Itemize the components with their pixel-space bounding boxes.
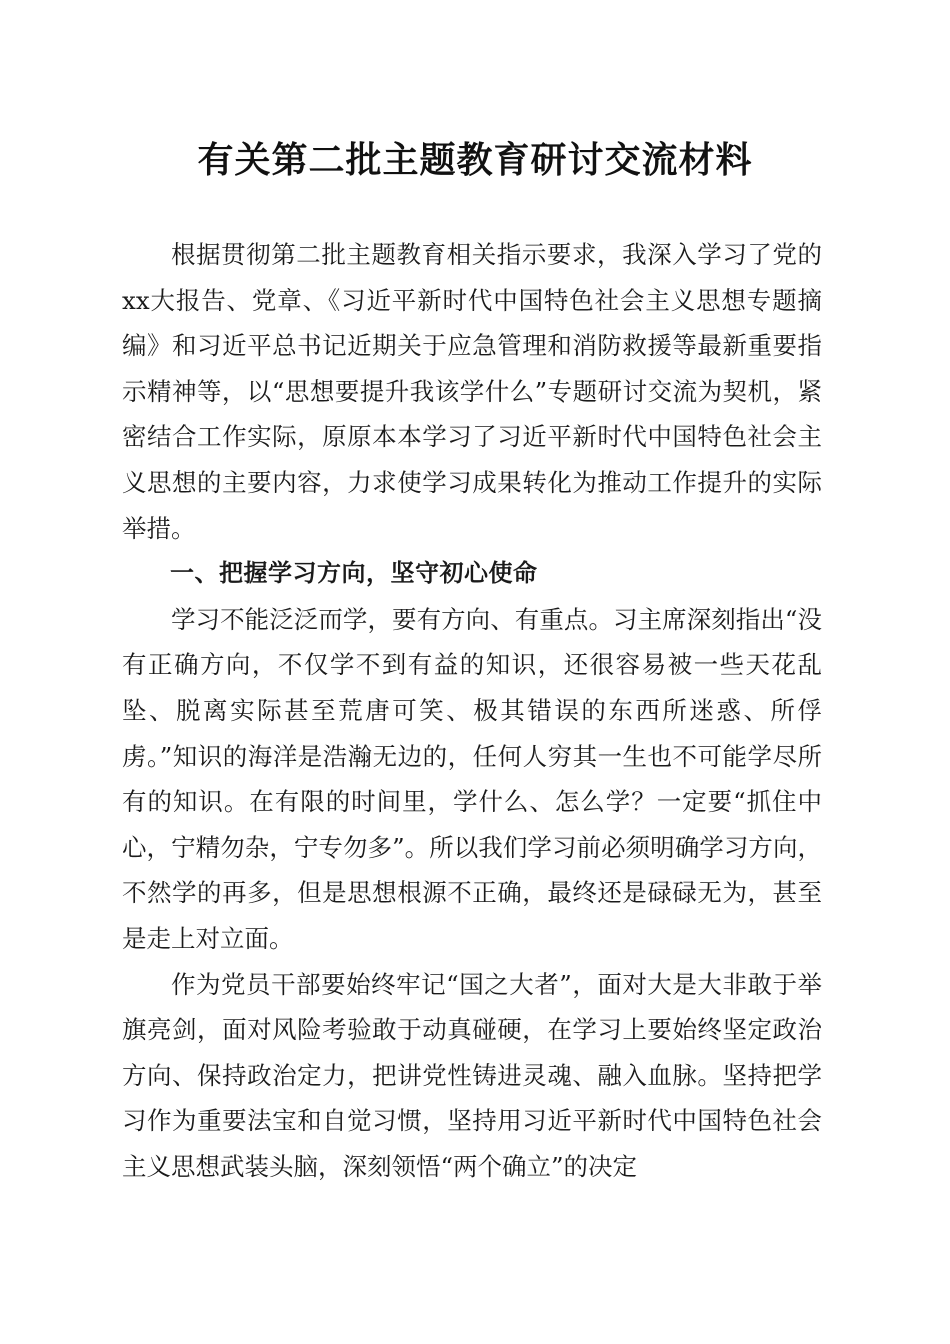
document-body [122,232,822,1189]
intro-paragraph: 根据贯彻第二批主题教育相关指示要求，我深入学习了党的xx大报告、党章、《习近平新时代中国特色社会主义思想专题摘编》和习近平总书记近期关于应急管理和消防救援等最新重要指示精神等，以“思想要提升我该学什么”专题研讨交流为契机，紧密结合工作实际，原原本本学习了习近平新时代中国特色社会主义思想的主要内容，力求使学习成果转化为推动工作提升的实际举措。 [122,240,822,543]
section-paragraph-1: 学习不能泛泛而学，要有方向、有重点。习主席深刻指出“没有正确方向，不仅学不到有益的知识，还很容易被一些天花乱坠、脱离实际甚至荒唐可笑、极其错误的东西所迷惑、所俘虏。”知识的海洋是浩瀚无边的，任何人穷其一生也不可能学尽所有的知识。在有限的时间里，学什么、怎么学？一定要“抓住中心，宁精勿杂，宁专勿多”。所以我们学习前必须明确学习方向，不然学的再多，但是思想根源不正确，最终还是碌碌无为，甚至是走上对立面。 [122,604,822,953]
document-title: 有关第二批主题教育研讨交流材料 [197,139,753,181]
section-paragraph-2: 作为党员干部要始终牢记“国之大者”，面对大是大非敢于举旗亮剑，面对风险考验敢于动真碰硬，在学习上要始终坚定政治方向、保持政治定力，把讲党性铸进灵魂、融入血脉。坚持把学习作为重要法宝和自觉习惯，坚持用习近平新时代中国特色社会主义思想武装头脑，深刻领悟“两个确立”的决定 [122,969,822,1181]
section-heading: 一、把握学习方向，坚守初心使命 [170,559,538,588]
